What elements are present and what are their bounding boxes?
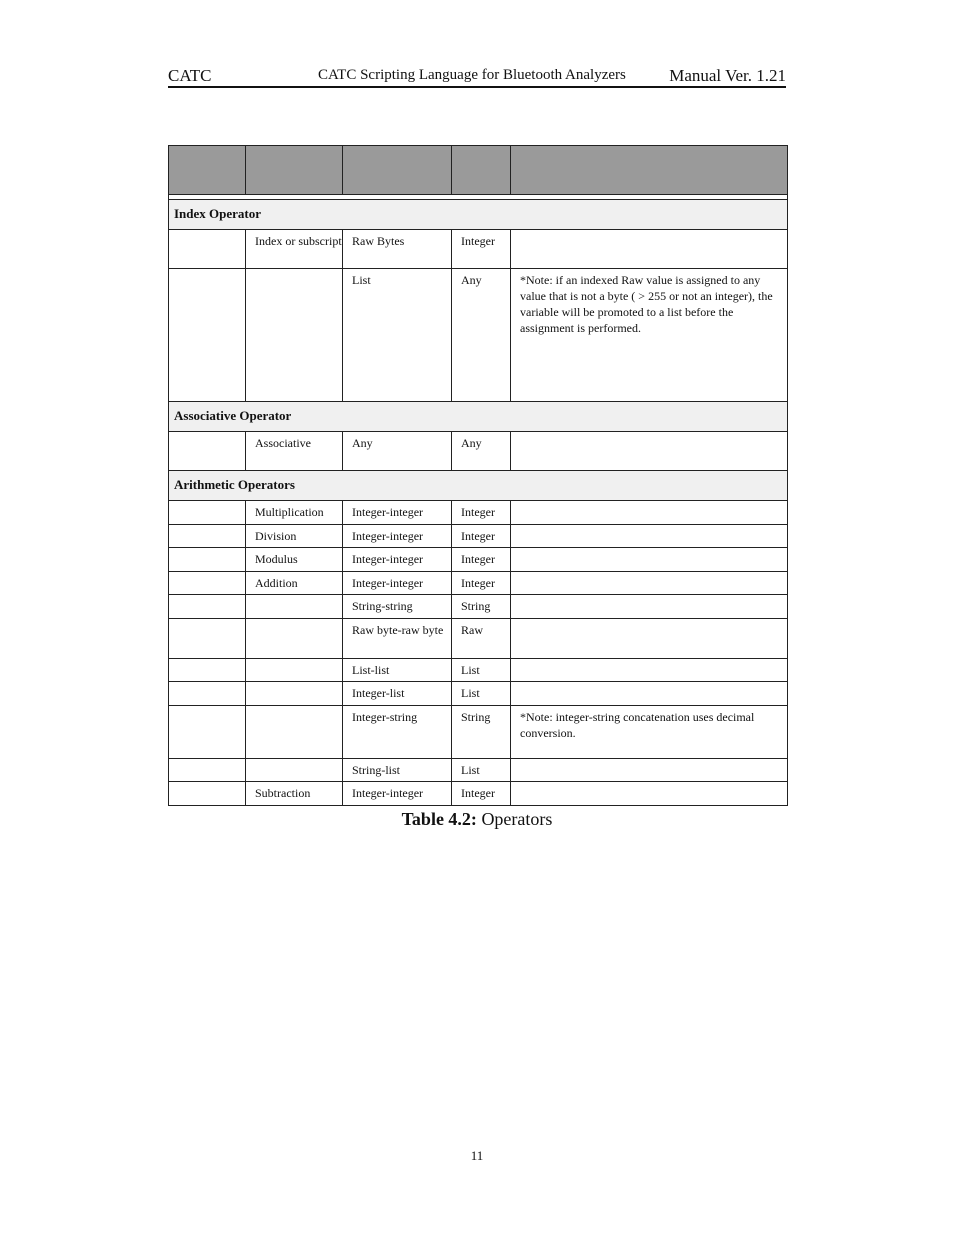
- cell-operands: Integer-integer: [343, 501, 452, 525]
- cell-note: *Note: if an indexed Raw value is assigned to any value that is not a byte ( > 255 or not an integer), the variable will be promoted to a list before the assignment is performed.: [511, 269, 788, 402]
- cell-symbol: [169, 571, 246, 595]
- table-row: [169, 705, 788, 758]
- cell-operands: String-list: [343, 758, 452, 782]
- table-row: [169, 524, 788, 548]
- table-row: [169, 230, 788, 269]
- cell-description: [246, 758, 343, 782]
- header-company: CATC: [168, 66, 212, 85]
- cell-result: Integer: [452, 230, 511, 269]
- cell-result: List: [452, 682, 511, 706]
- cell-result: Any: [452, 432, 511, 471]
- cell-result: List: [452, 658, 511, 682]
- cell-result: Integer: [452, 524, 511, 548]
- header-cell-symbol: [169, 146, 246, 195]
- cell-operands: Integer-integer: [343, 571, 452, 595]
- cell-result: Integer: [452, 571, 511, 595]
- cell-symbol: [169, 658, 246, 682]
- cell-result: Raw: [452, 618, 511, 658]
- cell-description: [246, 269, 343, 402]
- cell-symbol: [169, 524, 246, 548]
- section-row-arithmetic: [169, 471, 788, 501]
- cell-result: String: [452, 705, 511, 758]
- cell-symbol: [169, 758, 246, 782]
- table-row: [169, 658, 788, 682]
- cell-examples: [511, 782, 788, 806]
- cell-description: Division: [246, 524, 343, 548]
- running-header: [168, 64, 786, 88]
- section-row-index: [169, 200, 788, 230]
- cell-description: [246, 595, 343, 619]
- cell-description: [246, 658, 343, 682]
- section-title: Index Operator: [169, 200, 788, 230]
- cell-description: Subtraction: [246, 782, 343, 806]
- cell-operands: Integer-integer: [343, 548, 452, 572]
- cell-examples: [511, 758, 788, 782]
- table-row: [169, 269, 788, 402]
- cell-operands: Integer-integer: [343, 782, 452, 806]
- cell-symbol: [169, 782, 246, 806]
- cell-operands: List-list: [343, 658, 452, 682]
- caption-text: Operators: [476, 809, 553, 829]
- header-cell-description: [246, 146, 343, 195]
- page-number: 11: [470, 1148, 484, 1163]
- cell-operands: String-string: [343, 595, 452, 619]
- cell-description: Multiplication: [246, 501, 343, 525]
- table-row: [169, 432, 788, 471]
- table-row: [169, 571, 788, 595]
- cell-symbol: [169, 595, 246, 619]
- cell-examples: [511, 618, 788, 658]
- header-cell-operands: [343, 146, 452, 195]
- cell-operands: Integer-string: [343, 705, 452, 758]
- cell-symbol: [169, 501, 246, 525]
- cell-examples: [511, 548, 788, 572]
- cell-operands: Any: [343, 432, 452, 471]
- cell-result: List: [452, 758, 511, 782]
- cell-symbol: [169, 618, 246, 658]
- cell-description: Index or subscript: [246, 230, 343, 269]
- cell-description: [246, 705, 343, 758]
- cell-examples: [511, 658, 788, 682]
- operators-table: [168, 145, 788, 806]
- table-header-row: [169, 146, 788, 195]
- cell-result: String: [452, 595, 511, 619]
- cell-symbol: [169, 432, 246, 471]
- table-row: [169, 758, 788, 782]
- table-row: [169, 782, 788, 806]
- section-title: Associative Operator: [169, 402, 788, 432]
- table-row: [169, 595, 788, 619]
- table-row: [169, 682, 788, 706]
- caption-label: Table 4.2:: [401, 809, 477, 829]
- table-caption: [0, 809, 954, 830]
- header-version: Manual Ver. 1.21: [669, 66, 786, 85]
- cell-examples: [511, 524, 788, 548]
- cell-operands: Raw Bytes: [343, 230, 452, 269]
- cell-examples: [511, 501, 788, 525]
- cell-examples: [511, 682, 788, 706]
- cell-symbol: [169, 682, 246, 706]
- cell-note: *Note: integer-string concatenation uses decimal conversion.: [511, 705, 788, 758]
- cell-symbol: [169, 269, 246, 402]
- cell-symbol: [169, 705, 246, 758]
- cell-description: Modulus: [246, 548, 343, 572]
- section-row-associative: [169, 402, 788, 432]
- cell-examples: [511, 230, 788, 269]
- cell-result: Any: [452, 269, 511, 402]
- table-row: [169, 501, 788, 525]
- cell-symbol: [169, 548, 246, 572]
- cell-result: Integer: [452, 548, 511, 572]
- cell-operands: Integer-integer: [343, 524, 452, 548]
- cell-operands: Raw byte-raw byte: [343, 618, 452, 658]
- cell-description: Associative: [246, 432, 343, 471]
- header-cell-examples: [511, 146, 788, 195]
- cell-description: [246, 618, 343, 658]
- cell-result: Integer: [452, 501, 511, 525]
- cell-examples: [511, 571, 788, 595]
- table-row: [169, 618, 788, 658]
- cell-examples: [511, 432, 788, 471]
- cell-description: [246, 682, 343, 706]
- cell-examples: [511, 595, 788, 619]
- header-cell-result: [452, 146, 511, 195]
- cell-operands: List: [343, 269, 452, 402]
- cell-operands: Integer-list: [343, 682, 452, 706]
- section-title: Arithmetic Operators: [169, 471, 788, 501]
- cell-description: Addition: [246, 571, 343, 595]
- table-row: [169, 548, 788, 572]
- header-title: CATC Scripting Language for Bluetooth Analyzers: [318, 67, 626, 83]
- cell-symbol: [169, 230, 246, 269]
- cell-result: Integer: [452, 782, 511, 806]
